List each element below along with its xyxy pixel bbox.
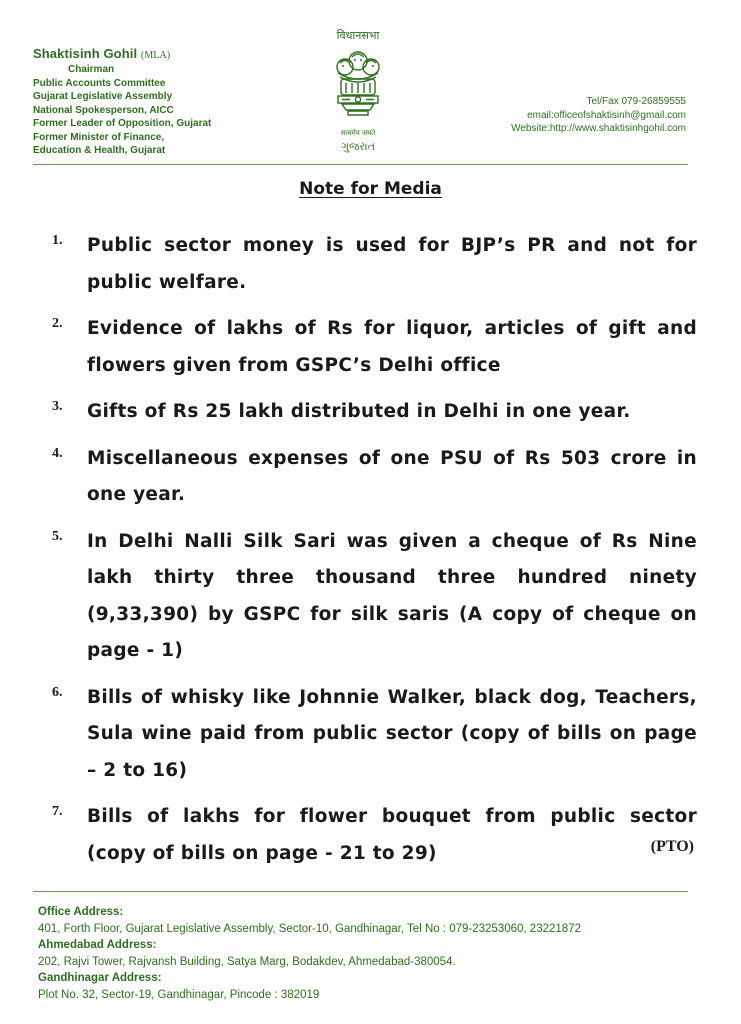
emblem-bottom-text: ગુજરાત <box>340 140 376 153</box>
sender-name-line <box>33 46 211 61</box>
list-item <box>52 228 697 301</box>
list-item <box>52 680 697 790</box>
pto-marker: (PTO) <box>650 838 694 855</box>
list-item <box>52 394 697 431</box>
gandhinagar-address-label: Gandhinagar Address: <box>38 972 162 984</box>
document-title <box>0 179 741 199</box>
point-text: Evidence of lakhs of Rs for liquor, articles of gift and flowers given from GSPC’s Delhi office <box>87 318 697 376</box>
office-address-text: 401, Forth Floor, Gujarat Legislative Assembly, Sector-10, Gandhinagar, Tel No : 079-23253060, 23221872 <box>38 922 581 935</box>
list-item <box>52 441 697 514</box>
footer-divider <box>33 891 688 892</box>
letterhead-contact <box>511 95 686 136</box>
point-text: In Delhi Nalli Silk Sari was given a cheque of Rs Nine lakh thirty three thousand three hundred ninety (9,33,390) by GSPC for silk saris (A copy of cheque on page - 1) <box>87 530 697 661</box>
emblem-motto: सत्यमेव जयते <box>340 129 376 137</box>
point-number: 4. <box>52 445 63 461</box>
office-address-label: Office Address: <box>38 906 124 918</box>
point-number: 3. <box>52 399 63 414</box>
list-item <box>52 524 697 670</box>
point-text: Bills of whisky like Johnnie Walker, black dog, Teachers, Sula wine paid from public sector (copy of bills on page – 2 to 16) <box>87 686 697 781</box>
sender-role: National Spokesperson, AICC <box>33 104 174 116</box>
lion-capital-icon <box>332 47 384 127</box>
points-list <box>52 228 697 882</box>
sender-role: Gujarat Legislative Assembly <box>33 91 173 102</box>
contact-telfax: Tel/Fax 079-26859555 <box>586 96 686 107</box>
point-text: Gifts of Rs 25 lakh distributed in Delhi in one year. <box>87 401 631 422</box>
sender-name-suffix: (MLA) <box>140 50 171 61</box>
footer-addresses <box>38 904 708 1003</box>
sender-role: Education & Health, Gujarat <box>33 145 166 156</box>
point-number: 2. <box>52 316 63 331</box>
sender-role: Former Minister of Finance, <box>33 131 165 143</box>
state-emblem <box>318 28 398 168</box>
sender-role: Public Accounts Committee <box>33 77 166 89</box>
ahmedabad-address-text: 202, Rajvi Tower, Rajvansh Building, Satya Marg, Bodakdev, Ahmedabad-380054. <box>38 955 456 968</box>
point-text: Bills of lakhs for flower bouquet from public sector (copy of bills on page - 21 to 29) <box>87 806 697 864</box>
point-number: 7. <box>52 804 63 819</box>
contact-email: email:officeofshaktisinh@gmail.com <box>527 109 686 121</box>
list-item <box>52 799 697 872</box>
point-number: 6. <box>52 684 63 700</box>
contact-website: Website:http://www.shaktisinhgohil.com <box>511 123 686 134</box>
sender-role: Former Leader of Opposition, Gujarat <box>33 118 212 129</box>
point-number: 5. <box>52 528 63 544</box>
letterhead-divider <box>33 164 688 165</box>
point-text: Miscellaneous expenses of one PSU of Rs 503 crore in one year. <box>87 447 697 505</box>
sender-position: Chairman <box>68 64 115 75</box>
letterhead-sender <box>33 46 211 158</box>
document-title-text: Note for Media <box>299 179 442 199</box>
emblem-top-text: विधानसभा <box>336 29 380 42</box>
sender-name: Shaktisinh Gohil <box>33 46 138 61</box>
list-item <box>52 311 697 384</box>
point-number: 1. <box>52 233 63 248</box>
point-text: Public sector money is used for BJP’s PR and not for public welfare. <box>87 235 697 293</box>
ahmedabad-address-label: Ahmedabad Address: <box>38 939 157 951</box>
gandhinagar-address-text: Plot No. 32, Sector-19, Gandhinagar, Pincode : 382019 <box>38 988 320 1001</box>
